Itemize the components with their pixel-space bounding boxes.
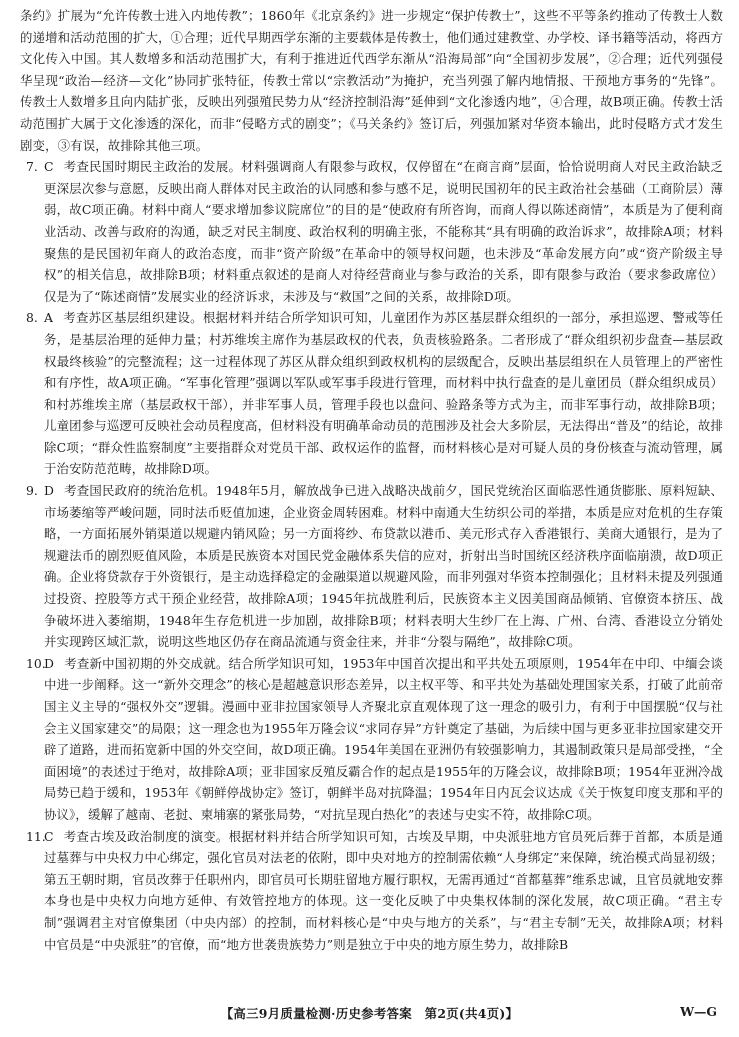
item-answer: A [44,310,54,326]
item-answer: C [44,159,54,175]
item-explanation: 考查苏区基层组织建设。根据材料并结合所学知识可知，儿童团作为苏区基层群众组织的一部分，承担巡逻、警戒等任务，是基层治理的延伸力量；村苏维埃主席作为基层政权的代表，负责核验路条。二者形成了“群众组织初步盘查—基层政权最终核验”的完整流程；这一过程体现了苏区从群众组织到政权机构的层级配合，反映出基层组织在人员管理上的严密性和有序性，故A项正确。“军事化管理”强调以军队或军事手段进行管理，而材料中执行盘查的是儿童团员（群众组织成员）和村苏维埃主席（基层政权干部），并非军事人员，管理手段也以盘问、验路条等方式为主，而非军事行动，故排除B项；儿童团参与巡逻可反映社会动员程度高，但材料没有明确革命动员的范围涉及社会大多阶层，无法得出“普及”的结论，故排除C项；“群众性监察制度”主要指群众对党员干部、政权运作的监督，而材料核心是对可疑人员的身份核查与流动管理，属于治安防范范畴，故排除D项。 [44,310,723,477]
item-answer: D [44,655,55,671]
item-number: 9. [26,483,38,499]
answer-item-10 [20,653,723,826]
item-explanation: 考查古埃及政治制度的演变。根据材料并结合所学知识可知，古埃及早期，中央派驻地方官员死后葬于首都，本质是通过墓葬与中央权力中心绑定，强化官员对法老的依附，即中央对地方的控制需依赖“人身绑定”来保障，统治模式尚显初级；第五王朝时期，官员改葬于任职州内，即官员可长期驻留地方履行职权，无需再通过“首都墓葬”维系忠诚，且官员就地安葬本身也是中央权力向地方延伸、有效管控地方的体现。这一变化反映了中央集权体制的深化发展，故C项正确。“君主专制”强调君主对官僚集团（中央内部）的控制，而材料核心是“中央与地方的关系”，与“君主专制”无关，故排除A项；材料中官员是“中央派驻”的官僚，而“地方世袭贵族势力”则是独立于中央的地方原生势力，故排除B [44,828,723,952]
item-answer: D [44,483,55,499]
answer-item-11 [20,826,723,956]
item-number: 7. [26,159,38,175]
item-answer: C [44,828,54,844]
answer-page [20,5,723,955]
answer-item-9 [20,480,723,653]
item-explanation: 考查国民政府的统治危机。1948年5月，解放战争已进入战略决战前夕，国民党统治区面临恶性通货膨胀、原料短缺、市场萎缩等严峻问题，同时法币贬值加速，企业资金周转困难。材料中南通大生纺织公司的举措，本质是应对危机的生存策略，一方面拓展外销渠道以规避内销风险；另一方面将纱、布贷款以港币、美元形式存入香港银行、美商大通银行，是为了规避法币的剧烈贬值风险，本质是民族资本对国民党金融体系失信的应对，折射出当时国统区经济秩序面临崩溃，故D项正确。企业将贷款存于外资银行，是主动选择稳定的金融渠道以规避风险，而非列强对华资本控制强化；且材料未提及列强通过投资、控股等方式干预企业经营，故排除A项；1945年抗战胜利后，民族资本主义因美国商品倾销、官僚资本挤压、战争破坏进入萎缩期，1948年生存危机进一步加剧，故排除B项；材料表明大生纱厂在上海、广州、台湾、香港设立分销处并实现跨区域汇款，说明这些地区仍存在商品流通与资金往来，并非“分裂与隔绝”，故排除C项。 [44,483,723,650]
item-number: 10. [26,655,46,671]
item-number: 8. [26,310,38,326]
page-footer [0,1004,739,1026]
item-number: 11. [26,828,46,844]
footer-title: 【高三9月质量检测·历史参考答案 第2页(共4页)】 [220,1006,519,1021]
item-explanation: 考查民国时期民主政治的发展。材料强调商人有限参与政权，仅停留在“在商言商”层面，恰恰说明商人对民主政治缺乏更深层次参与意愿，反映出商人群体对民主政治的认同感和参与感不足，说明民国初年的民主政治社会基础（工商阶层）薄弱，故C项正确。材料中商人“要求增加参议院席位”的目的是“使政府有所咨询，而商人得以陈述商情”，本质是为了便利商业活动、改善与政府的沟通，缺乏对民主制度、政治权利的明确主张，不能称其“具有明确的政治诉求”，故排除A项；材料聚焦的是民国初年商人的政治态度，而非“资产阶级”在革命中的领导权问题，也未涉及“革命发展方向”或“资产阶级主导权”的相关信息，故排除B项；材料重点叙述的是商人对待经营商业与参与政治的关系，即有限参与政治（要求参政席位）仅是为了“陈述商情”发展实业的经济诉求，未涉及与“救国”之间的关系，故排除D项。 [44,159,723,304]
footer-code: W—G [680,1004,717,1019]
answer-item-8 [20,307,723,480]
intro-paragraph: 条约》扩展为“允许传教士进入内地传教”；1860年《北京条约》进一步规定“保护传教士”，这些不平等条约推动了传教士人数的递增和活动范围的扩大，①合理；近代早期西学东渐的主要载体是传教士，他们通过建教堂、办学校、译书籍等活动，将西方文化传入中国。其人数增多和活动范围扩大，有利于推进近代西学东渐从“沿海局部”向“全国初步发展”，②合理；近代列强侵华呈现“政治—经济—文化”协同扩张特征，传教士常以“宗教活动”为掩护，充当列强了解内地情报、干预地方事务的“先锋”。传教士人数增多且向内陆扩张，反映出列强殖民势力从“经济控制沿海”延伸到“文化渗透内地”，④合理，故B项正确。传教士活动范围扩大属于文化渗透的深化，而非“侵略方式的剧变”；《马关条约》签订后，列强加紧对华资本输出，此时侵略方式才发生剧变，③有误，故排除其他三项。 [20,8,723,153]
item-explanation: 考查新中国初期的外交成就。结合所学知识可知，1953年中国首次提出和平共处五项原则，1954年在中印、中缅会谈中进一步阐释。这一“新外交理念”的核心是超越意识形态差异，以主权平等、和平共处为基础处理国家关系，打破了此前帝国主义主导的“强权外交”逻辑。漫画中亚非拉国家领导人齐聚北京直观体现了这一理念的吸引力，有利于中国摆脱“仅与社会主义国家建交”的局限；这一理念也为1955年万隆会议“求同存异”方针奠定了基础，为后续中国与更多亚非拉国家建交开辟了道路，进而拓宽新中国的外交空间，故D项正确。1954年美国在亚洲仍有较强影响力，其遏制政策只是局部受挫，“全面困境”的表述过于绝对，故排除A项；亚非国家反殖反霸合作的起点是1955年的万隆会议，故排除B项；1954年亚洲冷战局势已趋于缓和，1953年《朝鲜停战协定》签订，朝鲜半岛对抗降温；1954年日内瓦会议达成《关于恢复印度支那和平的协议》，缓解了越南、老挝、柬埔寨的紧张局势，“对抗呈现白热化”的表述与史实不符，故排除C项。 [44,655,723,822]
answer-item-7 [20,156,723,307]
